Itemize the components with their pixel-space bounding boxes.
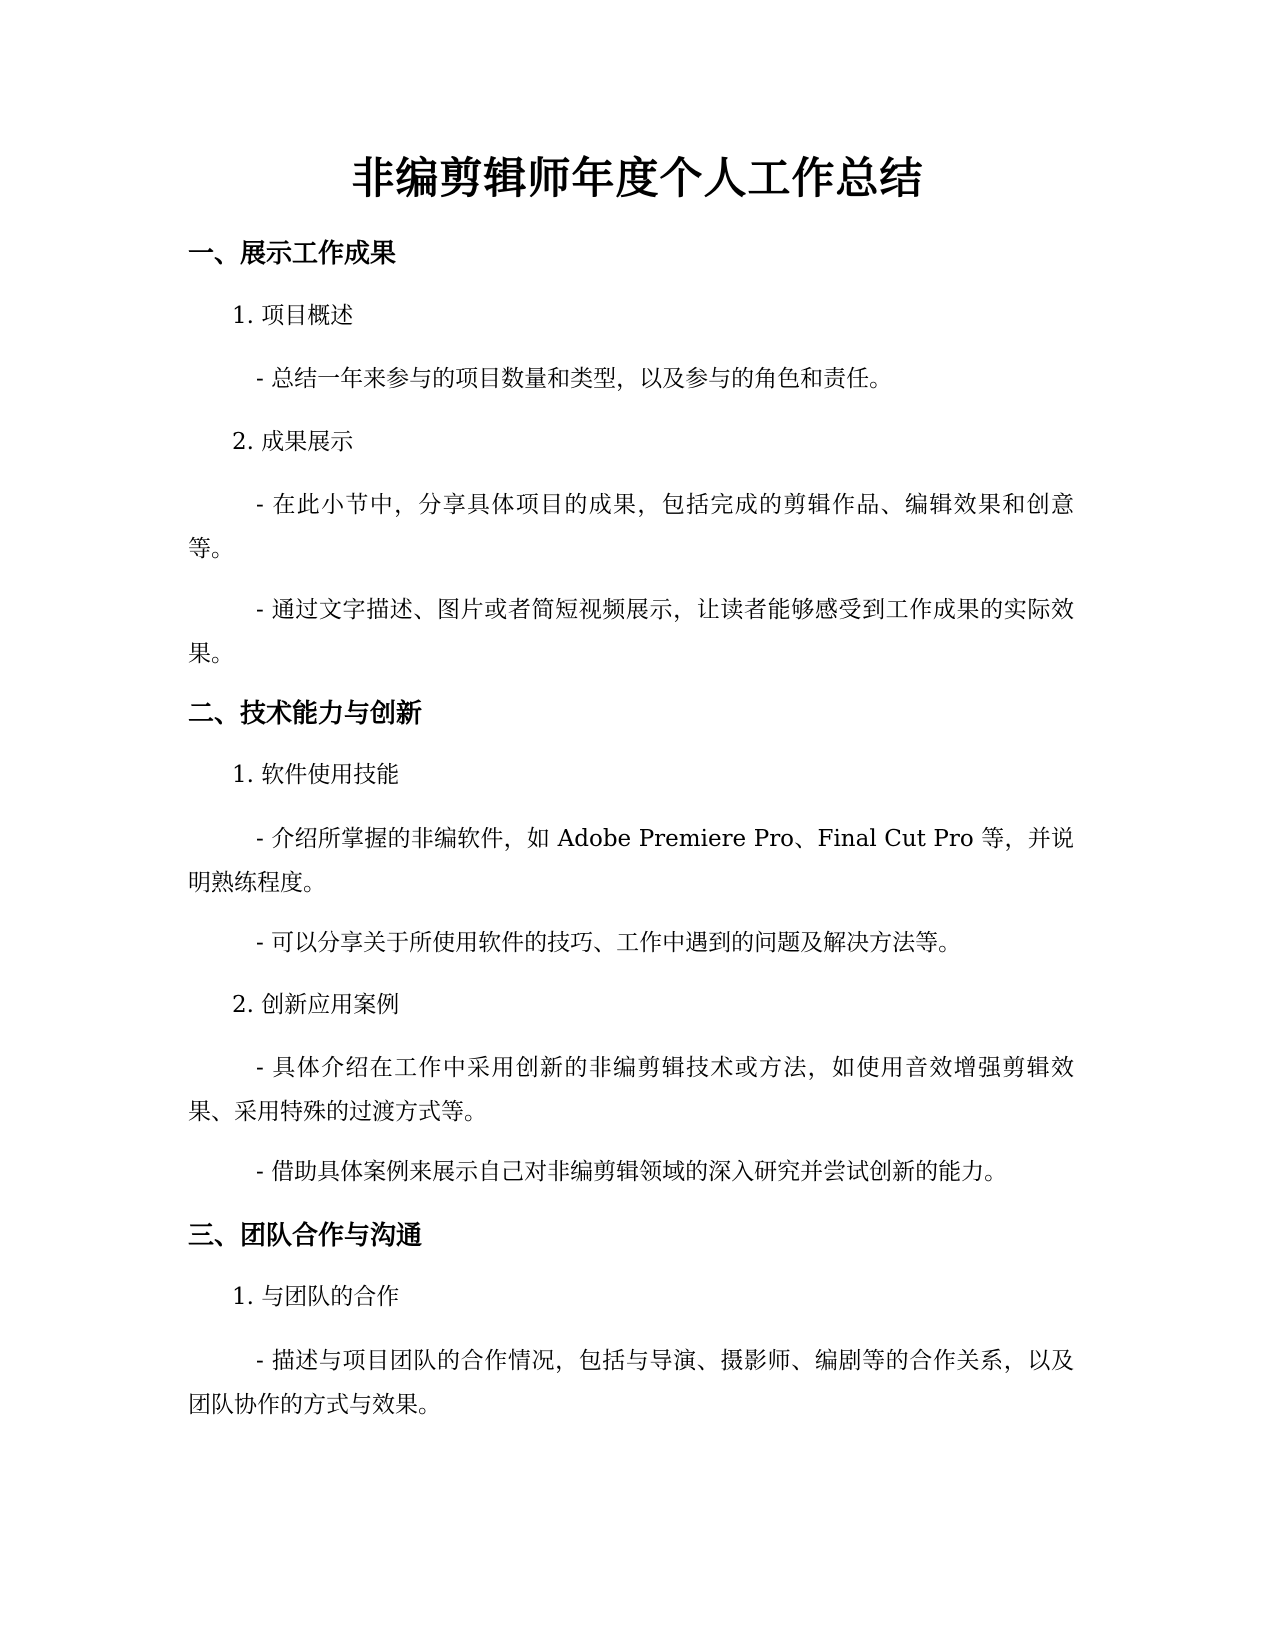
document-title: 非编剪辑师年度个人工作总结 [351, 154, 924, 204]
subsection-label-1-1: 1. 项目概述 [232, 303, 354, 329]
subsection-label-2-2: 2. 创新应用案例 [232, 992, 400, 1018]
section-heading-2: 二、技术能力与创新 [188, 699, 423, 729]
paragraph-2-2-2: - 借助具体案例来展示自己对非编剪辑领域的深入研究并尝试创新的能力。 [256, 1159, 1008, 1185]
subsection-label-3-1: 1. 与团队的合作 [232, 1284, 400, 1310]
subsection-label-2-1: 1. 软件使用技能 [232, 762, 400, 788]
paragraph-3-1-1: - 描述与项目团队的合作情况，包括与导演、摄影师、编剧等的合作关系，以及团队协作的方式与效果。 [188, 1348, 1074, 1418]
paragraph-2-1-2: - 可以分享关于所使用软件的技巧、工作中遇到的问题及解决方法等。 [256, 930, 962, 956]
paragraph-1-1-1: - 总结一年来参与的项目数量和类型，以及参与的角色和责任。 [256, 366, 893, 392]
paragraph-2-1-1: - 介绍所掌握的非编软件，如 Adobe Premiere Pro、Final Cut Pro 等，并说明熟练程度。 [188, 826, 1074, 896]
subsection-label-1-2: 2. 成果展示 [232, 429, 354, 455]
section-heading-1: 一、展示工作成果 [188, 239, 397, 269]
paragraph-2-2-1: - 具体介绍在工作中采用创新的非编剪辑技术或方法，如使用音效增强剪辑效果、采用特殊的过渡方式等。 [188, 1055, 1074, 1125]
paragraph-1-2-2: - 通过文字描述、图片或者简短视频展示，让读者能够感受到工作成果的实际效果。 [188, 597, 1074, 667]
paragraph-1-2-1: - 在此小节中，分享具体项目的成果，包括完成的剪辑作品、编辑效果和创意等。 [188, 492, 1074, 562]
section-heading-3: 三、团队合作与沟通 [188, 1221, 423, 1251]
